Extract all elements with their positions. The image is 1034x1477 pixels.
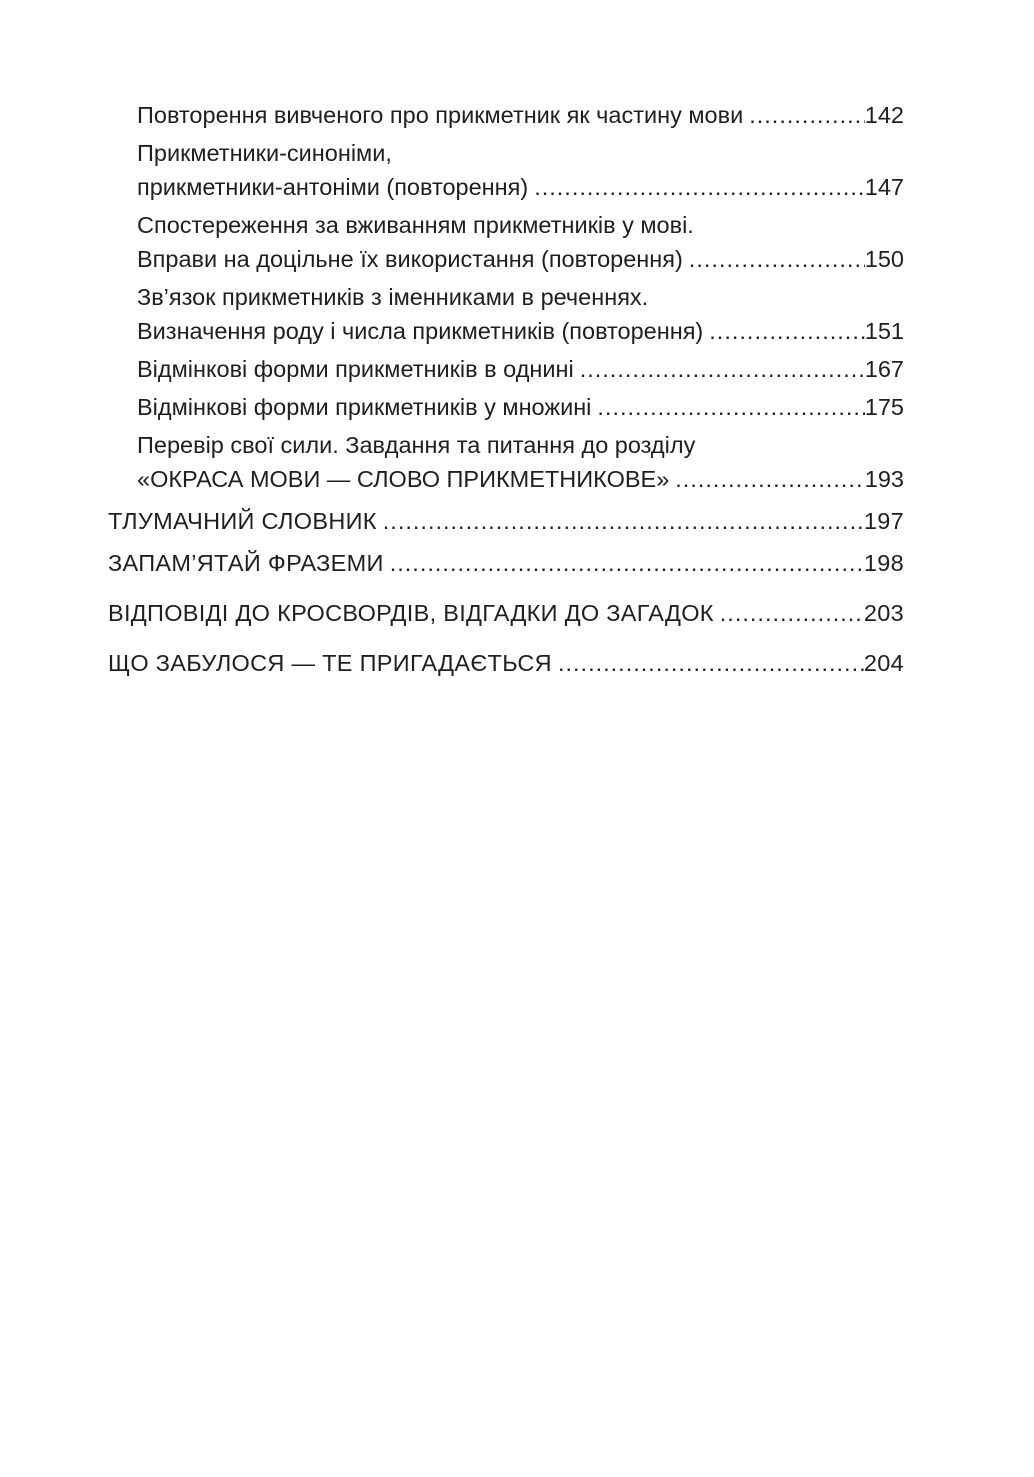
toc-entry-title: прикметники-антоніми (повторення)	[137, 174, 529, 200]
toc-entry-title: «ОКРАСА МОВИ — СЛОВО ПРИКМЕТНИКОВЕ»	[137, 466, 670, 492]
toc-dot-leader	[574, 352, 865, 386]
toc-dot-leader	[743, 98, 865, 132]
toc-entry-title: ЩО ЗАБУЛОСЯ — ТЕ ПРИГАДАЄТЬСЯ	[108, 650, 552, 676]
toc-dot-leader	[591, 390, 864, 424]
toc-entry[interactable]	[108, 428, 904, 496]
toc-page-number: 175	[864, 394, 904, 420]
toc-page-number: 150	[864, 246, 904, 272]
toc-entry[interactable]	[108, 504, 904, 538]
toc-entry-title: Визначення роду і числа прикметників (повторення)	[137, 318, 704, 344]
toc-page-number: 193	[864, 466, 904, 492]
toc-entry-title-line: Зв’язок прикметників з іменниками в реченнях.	[137, 284, 649, 310]
toc-dot-leader	[703, 314, 865, 348]
toc-entry[interactable]	[108, 136, 904, 204]
toc-dot-leader	[683, 242, 865, 276]
toc-dot-leader	[377, 504, 864, 538]
toc-page-number: 167	[864, 356, 904, 382]
toc-entry-title-line: Перевір свої сили. Завдання та питання до розділу	[137, 432, 696, 458]
toc-entry[interactable]	[108, 98, 904, 132]
toc-page-number: 147	[864, 174, 904, 200]
toc-entry-title: ЗАПАМ’ЯТАЙ ФРАЗЕМИ	[108, 550, 384, 576]
toc-dot-leader	[528, 170, 865, 204]
table-of-contents	[108, 98, 904, 680]
toc-dot-leader	[552, 646, 864, 680]
toc-page-number: 204	[863, 650, 904, 676]
toc-entry[interactable]	[108, 352, 904, 386]
toc-entry-title: ТЛУМАЧНИЙ СЛОВНИК	[108, 508, 377, 534]
toc-entry[interactable]	[108, 546, 904, 580]
toc-entry-title: ВІДПОВІДІ ДО КРОСВОРДІВ, ВІДГАДКИ ДО ЗАГАДОК	[108, 600, 714, 626]
toc-dot-leader	[669, 462, 865, 496]
toc-entry-title: Відмінкові форми прикметників у множині	[137, 394, 592, 420]
toc-entry[interactable]	[108, 208, 904, 276]
toc-entry-title-line: Прикметники-синоніми,	[137, 140, 392, 166]
toc-entry[interactable]	[108, 646, 904, 680]
toc-entry[interactable]	[108, 390, 904, 424]
toc-entry-title: Повторення вивченого про прикметник як частину мови	[137, 102, 744, 128]
toc-entry-title: Вправи на доцільне їх використання (повторення)	[137, 246, 683, 272]
toc-entry-title: Відмінкові форми прикметників в однині	[137, 356, 574, 382]
toc-page-number: 198	[863, 550, 904, 576]
toc-dot-leader	[714, 596, 864, 630]
toc-page-number: 142	[864, 102, 904, 128]
toc-entry-title-line: Спостереження за вживанням прикметників у мові.	[137, 212, 694, 238]
toc-dot-leader	[384, 546, 864, 580]
toc-page-number: 151	[864, 318, 904, 344]
toc-page-number: 197	[863, 508, 904, 534]
toc-page-number: 203	[863, 600, 904, 626]
toc-entry[interactable]	[108, 280, 904, 348]
toc-entry[interactable]	[108, 596, 904, 630]
